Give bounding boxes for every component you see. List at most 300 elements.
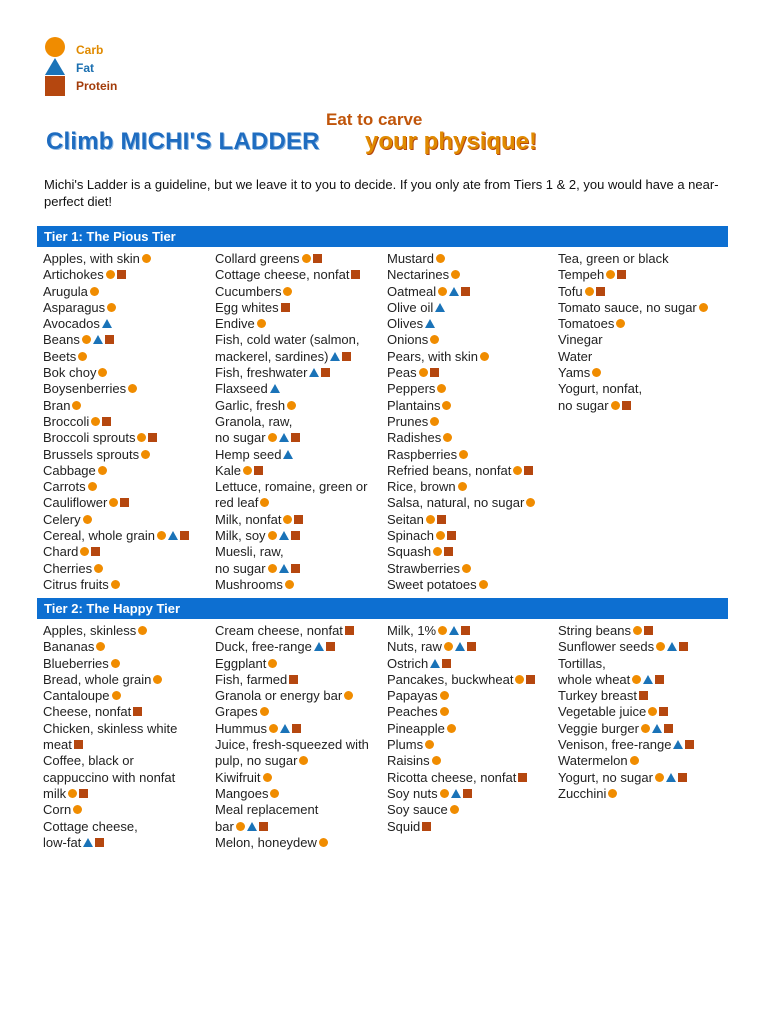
carb-circle-icon [592,368,601,377]
food-item [387,495,559,511]
food-item [43,704,215,720]
food-item [43,770,215,786]
food-name: Venison, free-range [558,737,672,753]
food-item [387,251,559,267]
legend-carb-label: Carb [76,43,104,57]
fat-triangle-icon [673,740,683,749]
food-item [387,623,559,639]
food-item [558,251,730,267]
protein-square-icon [664,724,673,733]
carb-circle-icon [96,642,105,651]
food-item [215,577,387,593]
food-item [215,786,387,802]
food-item [43,284,215,300]
fat-triangle-icon [430,659,440,668]
food-name: Chicken, skinless white [43,720,178,736]
food-item [387,561,559,577]
fat-triangle-icon [666,773,676,782]
food-name: Oatmeal [387,283,437,299]
food-item [43,300,215,316]
protein-square-icon [444,547,453,556]
protein-square-icon [321,368,330,377]
protein-square-icon [254,466,263,475]
carb-circle-icon [111,659,120,668]
food-name: Beans [43,332,80,348]
food-name: Prunes [387,413,429,429]
carb-circle-icon [263,773,272,782]
carb-circle-icon [606,270,615,279]
fat-triangle-icon [168,531,178,540]
food-item [558,381,730,397]
tier-2-column-4 [558,623,730,802]
food-item [387,577,559,593]
carb-circle-icon [78,352,87,361]
food-name: Cottage cheese, [43,818,138,834]
food-name: Fish, farmed [215,671,288,687]
fat-triangle-icon [279,564,289,573]
carb-circle-icon [45,37,65,57]
carb-circle-icon [269,724,278,733]
protein-square-icon [45,76,65,96]
food-name: Milk, soy [215,528,266,544]
food-item [43,495,215,511]
food-name: red leaf [215,495,259,511]
fat-triangle-icon [314,642,324,651]
food-name: Vinegar [558,332,603,348]
food-name: Cabbage [43,462,96,478]
food-item [215,251,387,267]
legend-protein-label: Protein [76,79,118,93]
food-name: Yogurt, nonfat, [558,381,643,397]
food-item [387,753,559,769]
protein-square-icon [679,642,688,651]
food-name: Artichokes [43,267,104,283]
food-item [215,561,387,577]
protein-square-icon [351,270,360,279]
food-name: Hemp seed [215,446,282,462]
protein-square-icon [655,675,664,684]
food-name: Refried beans, nonfat [387,462,512,478]
tier-1-column-2 [215,251,387,593]
food-name: Pears, with skin [387,348,479,364]
food-name: Cream cheese, nonfat [215,623,343,638]
food-item [387,414,559,430]
food-name: Ricotta cheese, nonfat [387,769,517,785]
food-item [43,819,215,835]
carb-circle-icon [432,756,441,765]
food-item [215,365,387,381]
food-name: Sweet potatoes [387,576,477,592]
food-name: Peppers [387,381,436,397]
food-name: Sunflower seeds [558,639,655,655]
food-item [215,349,387,365]
food-item [558,398,730,414]
food-name: Papayas [387,688,438,704]
food-item [43,398,215,414]
food-item [215,544,387,560]
carb-circle-icon [88,482,97,491]
carb-circle-icon [302,254,311,263]
tier-2-header: Tier 2: The Happy Tier [37,598,728,619]
food-name: Peaches [387,704,438,720]
carb-circle-icon [82,335,91,344]
carb-circle-icon [443,433,452,442]
food-item [387,770,559,786]
food-name: Onions [387,332,429,348]
fat-triangle-icon [667,642,677,651]
food-name: Meal replacement [215,802,319,818]
food-name: Apples, skinless [43,623,137,638]
protein-square-icon [463,789,472,798]
food-name: Tortillas, [558,655,606,671]
food-item [43,349,215,365]
protein-square-icon [294,515,303,524]
carb-circle-icon [111,580,120,589]
food-name: Radishes [387,430,442,446]
fat-triangle-icon [247,822,257,831]
protein-square-icon [461,287,470,296]
food-item [43,688,215,704]
food-item [387,672,559,688]
food-name: Strawberries [387,560,460,576]
food-name: Bok choy [43,365,97,381]
tagline-small: Eat to carve [326,110,423,129]
food-name: Arugula [43,283,88,299]
food-item [558,786,730,802]
carb-circle-icon [436,531,445,540]
protein-square-icon [447,531,456,540]
protein-square-icon [289,675,298,684]
fat-triangle-icon [270,384,280,393]
food-item [215,300,387,316]
protein-square-icon [518,773,527,782]
food-item [558,332,730,348]
food-name: Carrots [43,479,86,495]
food-name: Hummus [215,720,268,736]
carb-circle-icon [450,805,459,814]
food-name: Olive oil [387,299,434,315]
protein-square-icon [148,433,157,442]
carb-circle-icon [442,401,451,410]
food-name: Pancakes, buckwheat [387,671,514,687]
carb-circle-icon [515,675,524,684]
carb-circle-icon [268,531,277,540]
food-item [43,786,215,802]
protein-square-icon [596,287,605,296]
carb-circle-icon [94,564,103,573]
food-item [43,463,215,479]
food-item [43,561,215,577]
carb-circle-icon [142,254,151,263]
carb-circle-icon [479,580,488,589]
food-name: Bread, whole grain [43,671,152,687]
food-item [43,528,215,544]
protein-square-icon [467,642,476,651]
protein-square-icon [345,626,354,635]
carb-circle-icon [319,838,328,847]
protein-square-icon [659,707,668,716]
carb-circle-icon [260,707,269,716]
fat-triangle-icon [279,531,289,540]
food-name: Coffee, black or [43,753,134,769]
food-item [558,704,730,720]
food-item [387,704,559,720]
fat-triangle-icon [102,319,112,328]
fat-triangle-icon [435,303,445,312]
food-item [558,349,730,365]
food-name: Raisins [387,753,430,769]
food-name: Boysenberries [43,381,127,397]
food-name: no sugar [215,560,266,576]
food-item [558,721,730,737]
carb-circle-icon [83,515,92,524]
carb-circle-icon [243,466,252,475]
food-item [215,332,387,348]
carb-circle-icon [137,433,146,442]
food-name: Cheese, nonfat [43,704,132,720]
protein-square-icon [120,498,129,507]
food-name: Mustard [387,251,434,266]
carb-circle-icon [236,822,245,831]
food-item [558,753,730,769]
food-item [387,447,559,463]
food-name: Mushrooms [215,576,283,592]
legend-shapes [44,36,68,98]
food-name: Fish, freshwater [215,365,308,381]
food-item [387,639,559,655]
food-name: Milk, 1% [387,623,437,638]
tier-1-column-3 [387,251,559,593]
carb-circle-icon [128,384,137,393]
carb-circle-icon [112,691,121,700]
carb-circle-icon [268,659,277,668]
food-item [558,623,730,639]
food-item [558,737,730,753]
protein-square-icon [326,642,335,651]
protein-square-icon [437,515,446,524]
food-name: Cottage cheese, nonfat [215,267,350,283]
carb-circle-icon [430,335,439,344]
food-item [387,656,559,672]
food-name: Bran [43,397,71,413]
food-item [43,414,215,430]
protein-square-icon [291,531,300,540]
tier-2-column-1 [43,623,215,851]
food-item [387,300,559,316]
carb-circle-icon [440,789,449,798]
carb-circle-icon [699,303,708,312]
food-name: Vegetable juice [558,704,647,720]
fat-triangle-icon [280,724,290,733]
food-name: Ostrich [387,655,429,671]
food-item [215,479,387,495]
food-item [558,639,730,655]
carb-circle-icon [444,642,453,651]
food-item [558,284,730,300]
fat-triangle-icon [283,450,293,459]
carb-circle-icon [462,564,471,573]
carb-circle-icon [426,515,435,524]
food-name: whole wheat [558,671,631,687]
food-item [215,528,387,544]
carb-circle-icon [433,547,442,556]
food-name: String beans [558,623,631,638]
carb-circle-icon [656,642,665,651]
food-item [215,737,387,753]
food-name: Kiwifruit [215,769,261,785]
protein-square-icon [342,352,351,361]
food-item [387,284,559,300]
protein-square-icon [461,626,470,635]
food-name: Squid [387,818,421,834]
food-name: Avocados [43,316,100,332]
tier-1-column-4 [558,251,730,414]
food-item [387,381,559,397]
food-name: Yams [558,365,591,381]
carb-circle-icon [153,675,162,684]
food-item [215,656,387,672]
food-name: Asparagus [43,299,106,315]
food-name: cappuccino with nonfat [43,769,176,785]
food-item [558,656,730,672]
food-name: Apples, with skin [43,251,140,266]
carb-circle-icon [430,417,439,426]
carb-circle-icon [458,482,467,491]
carb-circle-icon [141,450,150,459]
food-item [215,835,387,851]
food-name: Seitan [387,511,424,527]
carb-circle-icon [447,724,456,733]
food-item [43,381,215,397]
food-name: no sugar [558,397,609,413]
food-name: Garlic, fresh [215,397,286,413]
food-name: Soy sauce [387,802,448,818]
food-item [43,316,215,332]
fat-triangle-icon [449,287,459,296]
carb-circle-icon [616,319,625,328]
food-name: Raspberries [387,446,458,462]
food-name: Peas [387,365,417,381]
carb-circle-icon [440,691,449,700]
food-name: Milk, nonfat [215,511,282,527]
protein-square-icon [79,789,88,798]
food-item [558,316,730,332]
carb-circle-icon [268,564,277,573]
protein-square-icon [91,547,100,556]
carb-circle-icon [655,773,664,782]
carb-circle-icon [436,254,445,263]
carb-circle-icon [585,287,594,296]
protein-square-icon [74,740,83,749]
carb-circle-icon [257,319,266,328]
food-item [215,284,387,300]
food-item [43,577,215,593]
tier-2-column-2 [215,623,387,851]
carb-circle-icon [299,756,308,765]
carb-circle-icon [440,707,449,716]
protein-square-icon [291,564,300,573]
protein-square-icon [292,724,301,733]
food-item [215,267,387,283]
carb-circle-icon [98,368,107,377]
legend-labels [76,41,117,95]
food-name: Rice, brown [387,479,456,495]
food-name: Veggie burger [558,720,639,736]
food-item [215,381,387,397]
protein-square-icon [291,433,300,442]
food-item [387,688,559,704]
food-item [43,835,215,851]
food-name: Bananas [43,639,95,655]
protein-square-icon [524,466,533,475]
food-item [558,365,730,381]
food-item [43,672,215,688]
food-name: Melon, honeydew [215,834,317,850]
food-item [215,316,387,332]
protein-square-icon [430,368,439,377]
food-name: Egg whites [215,299,279,315]
carb-circle-icon [260,498,269,507]
carb-circle-icon [107,303,116,312]
food-item [43,365,215,381]
food-name: pulp, no sugar [215,753,298,769]
title-climb-text: Climb [46,128,114,155]
protein-square-icon [644,626,653,635]
food-name: meat [43,737,72,753]
carb-circle-icon [438,287,447,296]
protein-square-icon [622,401,631,410]
fat-triangle-icon [309,368,319,377]
food-name: Flaxseed [215,381,268,397]
food-item [43,721,215,737]
food-name: mackerel, sardines) [215,348,329,364]
food-name: Cantaloupe [43,688,110,704]
food-item [387,802,559,818]
food-item [215,414,387,430]
food-name: Broccoli [43,413,90,429]
protein-square-icon [95,838,104,847]
food-name: Tempeh [558,267,605,283]
carb-circle-icon [513,466,522,475]
food-name: Olives [387,316,424,332]
carb-circle-icon [419,368,428,377]
food-item [387,512,559,528]
food-item [43,479,215,495]
fat-triangle-icon [83,838,93,847]
protein-square-icon [685,740,694,749]
food-item [43,544,215,560]
protein-square-icon [639,691,648,700]
carb-circle-icon [157,531,166,540]
food-item [387,430,559,446]
food-item [215,512,387,528]
food-name: low-fat [43,834,82,850]
carb-circle-icon [90,287,99,296]
food-name: Plums [387,737,424,753]
food-name: Muesli, raw, [215,544,284,560]
food-name: Salsa, natural, no sugar [387,495,525,511]
food-name: Squash [387,544,432,560]
food-item [43,656,215,672]
carb-circle-icon [526,498,535,507]
fat-triangle-icon [455,642,465,651]
carb-circle-icon [285,580,294,589]
carb-circle-icon [283,287,292,296]
food-item [387,463,559,479]
food-item [215,463,387,479]
food-item [43,753,215,769]
food-item [215,802,387,818]
